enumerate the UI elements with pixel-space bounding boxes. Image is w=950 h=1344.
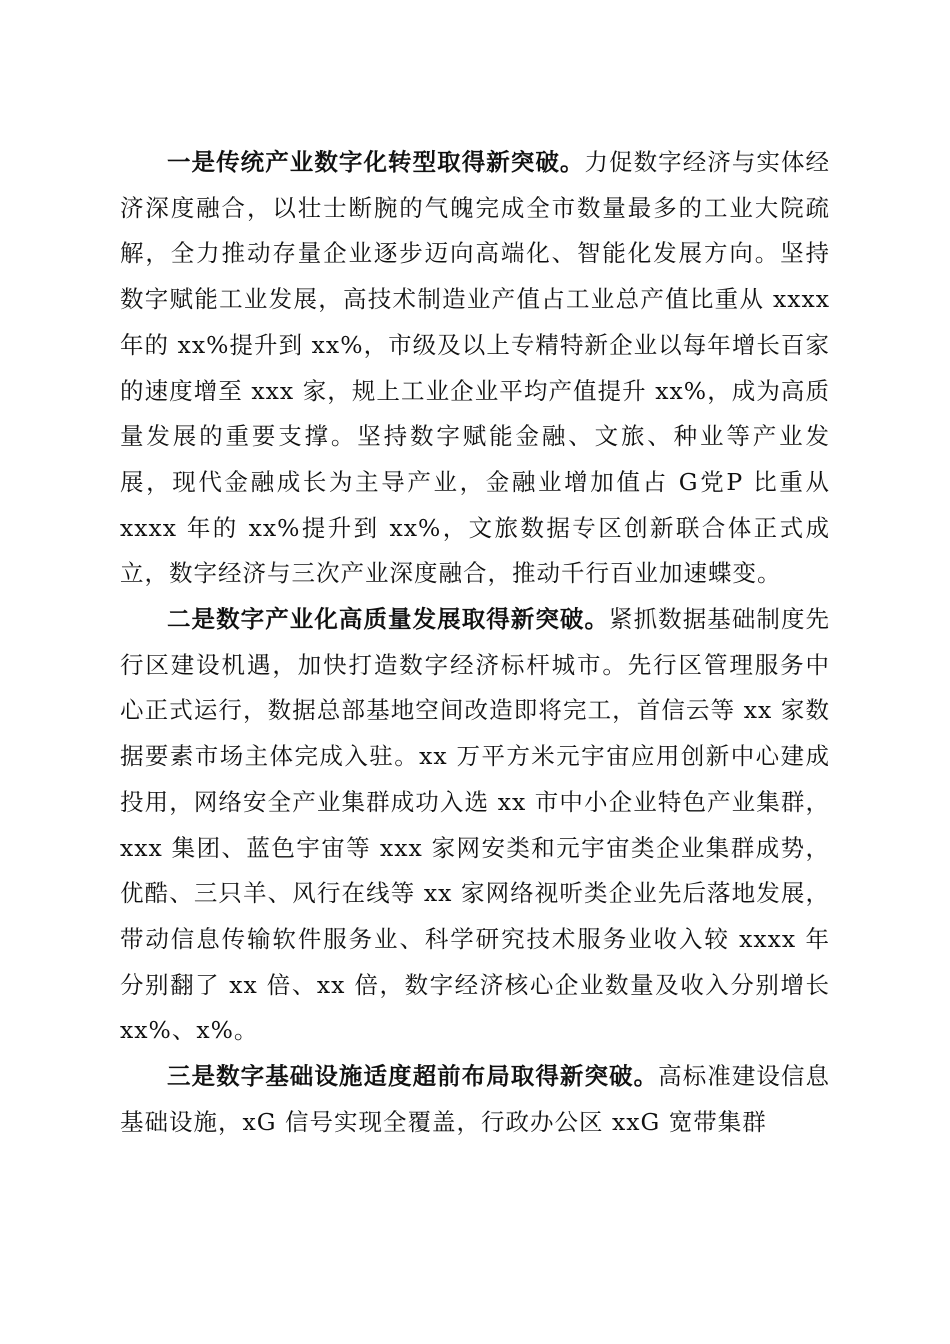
paragraph-body: 紧抓数据基础制度先行区建设机遇，加快打造数字经济标杆城市。先行区管理服务中心正式运行，数据总部基地空间改造即将完工，首信云等 xx 家数据要素市场主体完成入驻。xx 万平方米元宇宙应用创新中心建成投用，网络安全产业集群成功入选 xx 市中小企业特色产业集群，xxx 集团、蓝色宇宙等 xxx 家网安类和元宇宙类企业集群成势，优酷、三只羊、风行在线等 xx 家网络视听类企业先后落地发展，带动信息传输软件服务业、科学研究技术服务业收入较 xxxx 年分别翻了 xx 倍、xx 倍，数字经济核心企业数量及收入分别增长 xx%、x%。	[120, 605, 831, 1045]
document-page	[120, 140, 830, 1145]
paragraph-digital-infrastructure	[120, 1054, 830, 1145]
paragraph-heading: 一是传统产业数字化转型取得新突破。	[167, 148, 585, 176]
paragraph-body: 高标准建设信息基础设施，xG 信号实现全覆盖，行政办公区 xxG 宽带集群	[120, 1062, 831, 1136]
paragraph-heading: 三是数字基础设施适度超前布局取得新突破。	[167, 1062, 659, 1091]
paragraph-body: 力促数字经济与实体经济深度融合，以壮士断腕的气魄完成全市数量最多的工业大院疏解，全力推动存量企业逐步迈向高端化、智能化发展方向。坚持数字赋能工业发展，高技术制造业产值占工业总产值比重从 xxxx 年的 xx%提升到 xx%，市级及以上专精特新企业以每年增长百家的速度增至 xxx 家，规上工业企业平均产值提升 xx%，成为高质量发展的重要支撑。坚持数字赋能金融、文旅、种业等产业发展，现代金融成长为主导产业，金融业增加值占 G党P 比重从 xxxx 年的 xx%提升到 xx%，文旅数据专区创新联合体正式成立，数字经济与三次产业深度融合，推动千行百业加速蝶变。	[120, 148, 831, 588]
paragraph-heading: 二是数字产业化高质量发展取得新突破。	[167, 605, 610, 634]
paragraph-traditional-industry	[120, 140, 830, 597]
paragraph-digital-industrialization	[120, 597, 830, 1054]
